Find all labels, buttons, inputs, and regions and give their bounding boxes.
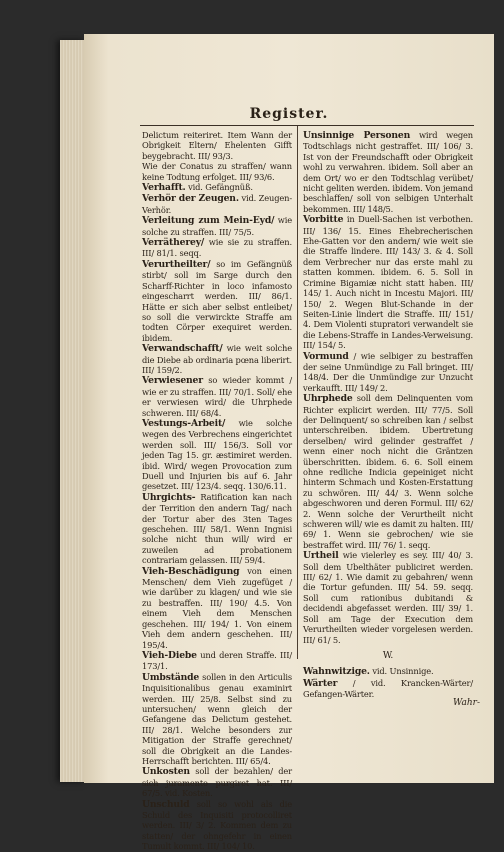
index-entry [303, 393, 473, 550]
index-entry [142, 375, 292, 418]
catchword: Wahr- [453, 698, 480, 708]
entry-text: soll dem Delinquenten vom Richter explicirt werden. III/ 77/5. Soll der Delinquent/ so schreiben kan / selbst unterschreiben. ibidem. Ubertretung derselben/ wird gelinder gestraffet / wenn einer noch nicht die Gräntzen überschritten. ibidem. 6. 6. Soll einem ohne redliche Indicia gepeiniget nicht hinterm Schmach und Kosten-Erstattung zu schwören. III/ 44/ 3. Wenn solche abgeschworen und deren Formul. III/ 62/ 2. Wenn solche der Verurtheilt nicht schweren will/ wie es damit zu halten. III/ 69/ 1. Wenn sie gebrochen/ wie sie bestraffet wird. III/ 76/ 1. seqq. [303, 393, 473, 550]
entry-text: wie sie zu straffen. III/ 81/1. seqq. [142, 237, 292, 259]
entry-text: sollen in den Articulis Inquisitionalibus genau examinirt werden. III/ 25/8. Selbst sind zu untersuchen/ wenn gleich der Gefangene das Delictum gestehet. III/ 28/1. Welche besonders zur Mitigation der Straffe gerechnet/ soll die Obrigkeit an die Landes-Herrschafft berichten. III/ 65/4. [142, 671, 292, 766]
entry-text: wie weit solche die Diebe ab ordinaria pœna liberirt. III/ 159/2. [142, 343, 292, 375]
index-entry [142, 130, 292, 161]
entry-headword: Vormund [303, 350, 349, 362]
index-entry [142, 193, 292, 215]
entry-text: soll der bezahlen/ der sich juramento purgiret hat. III/ 67/5. vid. Kosten. [142, 766, 292, 799]
index-entry [142, 566, 292, 650]
index-entry [303, 678, 473, 700]
entry-headword: Vestungs-Arbeit/ [142, 417, 226, 429]
entry-headword: Vieh-Beschädigung [142, 565, 240, 577]
entry-text: vid. Gefängnüß. [188, 182, 253, 193]
entry-text: Ratification kan nach der Territion den andern Tag/ nach der Tortur aber des 3ten Tages geschehen. III/ 58/1. Wenn Ingnisi solche nicht thun will/ wird er zuweilen ad probationem contrariam gelassen. III/ 59/4. [142, 491, 292, 566]
index-entry [142, 215, 292, 237]
index-entry [142, 492, 292, 566]
section-letter: W. [382, 650, 394, 661]
entry-text: in Duell-Sachen ist verbothen. III/ 136/ 15. Eines Ehebrecherischen Ehe-Gatten vor den andern/ wie weit sie die Straffe lindere. III/ 143/ 3. & 4. Soll dem Verbrecher nur das erste mahl zu statten kommen. ibidem. 6. 5. Soll in Crimine Bigamiæ nicht statt haben. III/ 145/ 1. Auch nicht in Incestu Majori. III/ 150/ 2. Wegen Blut-Schande in der Seiten-Linie lindert die Straffe. III/ 151/ 4. Dem Violenti stupratori verwandelt sie die Lebens-Straffe in Landes-Verweisung. III/ 154/ 5. [303, 214, 473, 351]
index-entry [142, 161, 292, 182]
entry-headword: Verhör der Zeugen. [142, 193, 239, 205]
entry-text: wird wegen Todtschlags nicht gestraffet. III/ 106/ 3. Ist von der Freundschafft oder Obrigkeit wohl zu verwahren. ibidem. Soll aber an dem Ort/ wo er den Todtschlag verübet/ nicht geliten werden. ibidem. Von jemand beschlaffen/ soll von selbigen Unterhalt bekommen. III/ 148/5. [303, 130, 473, 214]
header-rule [140, 125, 474, 126]
index-entry [303, 351, 473, 394]
entry-text: von einen Menschen/ dem Vieh zugefüget / wie darüber zu klagen/ und wie sie zu bestraffen. III/ 190/ 4.5. Von einem Vieh dem Menschen geschehen. III/ 194/ 1. Von einem Vieh dem andern geschehen. III/ 195/4. [142, 565, 292, 650]
entry-text: so wieder kommt / wie er zu straffen. III/ 70/1. Soll/ ehe er verwiesen wird/ die Uhrphede schweren. III/ 68/4. [142, 375, 292, 418]
entry-text: Delictum reiteriret. Item Wann der Obrigkeit Eltern/ Ehelenten Gifft beygebracht. III/ 93/3. [142, 130, 292, 161]
page-edge-stack [60, 40, 86, 782]
entry-headword: Uhrgichts- [142, 491, 196, 503]
entry-headword: Umbstände [142, 671, 200, 683]
entry-headword: Unschuld [142, 798, 190, 810]
entry-headword: Uhrphede [303, 393, 353, 405]
entry-text: vid. Unsinnige. [372, 666, 434, 677]
running-head: Register. [249, 106, 329, 122]
right-column [303, 130, 473, 700]
index-entry [142, 237, 292, 259]
index-entry [142, 182, 292, 193]
entry-headword: Verrätherey/ [142, 237, 205, 249]
index-entry [142, 259, 292, 343]
entry-text: und deren Straffe. III/ 173/1. [142, 649, 292, 672]
entry-text: so im Gefängnüß stirbt/ soll im Sarge durch den Scharff-Richter in loco infamosto eingescharrt werden. III/ 86/1. Hätte er sich aber selbst entleibet/ so soll die verwirckte Straffe am todten Cörper exequiret werden. ibidem. [142, 258, 292, 343]
index-entry [303, 214, 473, 350]
index-entry [303, 550, 473, 645]
entry-headword: Unkosten [142, 766, 190, 778]
entry-headword: Unsinnige Personen [303, 130, 411, 141]
index-entry [142, 650, 292, 672]
entry-headword: Vieh-Diebe [142, 649, 197, 661]
entry-text: wie vielerley es sey. III/ 40/ 3. Soll dem Ubelthäter publiciret werden. III/ 62/ 1. Wie damit zu gebahren/ wenn die Tortur gefunden. III/ 54. 59. seqq. Soll cum rationibus dubitandi & decidendi abgefasset werden. III/ 39/ 1. Soll am Tage der Execution dem Verurtheilten wieder vorgelesen werden. III/ 61/ 5. [303, 550, 473, 645]
entry-headword: Vorbitte [303, 214, 344, 226]
entry-headword: Verhafft. [142, 182, 186, 194]
entry-headword: Wärter [303, 677, 338, 689]
entry-text: / wie selbiger zu bestraffen der seine Unmündige zu Fall bringet. III/ 148/4. Der die Unmündige zur Unzucht verkaufft. III/ 149/ 2. [303, 350, 473, 393]
column-divider [297, 126, 298, 659]
entry-headword: Verwiesener [142, 375, 203, 387]
book-page [84, 34, 494, 852]
entry-text: soll so wohl als die Schuld des Inquisiti protocolliret werden. III/ 3/ 2. Kommen dem zu statten/ der ohngefehr in einen Tumult kommt. III/ 104/ 10. [142, 798, 292, 852]
entry-text: Wie der Conatus zu straffen/ wann keine Todtung erfolget. III/ 93/6. [142, 161, 292, 182]
entry-text: wie solche zu straffen. III/ 75/5. [142, 215, 292, 237]
entry-text: / vid. Krancken-Wärter/ Gefangen-Wärter. [303, 677, 473, 700]
entry-headword: Verwandschafft/ [142, 343, 223, 355]
entry-headword: Wahnwitzige. [303, 666, 370, 678]
entry-headword: Verurtheilter/ [142, 258, 211, 270]
index-entry [142, 418, 292, 492]
entry-text: wie solche wegen des Verbrechens eingerichtet werden soll. III/ 156/3. Soll vor jeden Tag 15. gr. æstimiret werden. ibid. Wird/ wegen Provocation zum Duell und Injurien bis auf 6. Jahr gesetzet. III/ 123/4. seqq. 130/6.11. [142, 417, 292, 492]
index-entry [142, 766, 292, 798]
index-entry [142, 343, 292, 375]
index-entry [303, 130, 473, 214]
index-entry [303, 666, 473, 677]
index-entry [142, 672, 292, 767]
entry-text: vid. Zeugen-Verhör. [142, 193, 292, 215]
entry-headword: Urtheil [303, 550, 339, 562]
left-column [142, 130, 292, 852]
entry-headword: Verleitung zum Mein-Eyd/ [142, 215, 275, 227]
index-entry [142, 799, 292, 852]
